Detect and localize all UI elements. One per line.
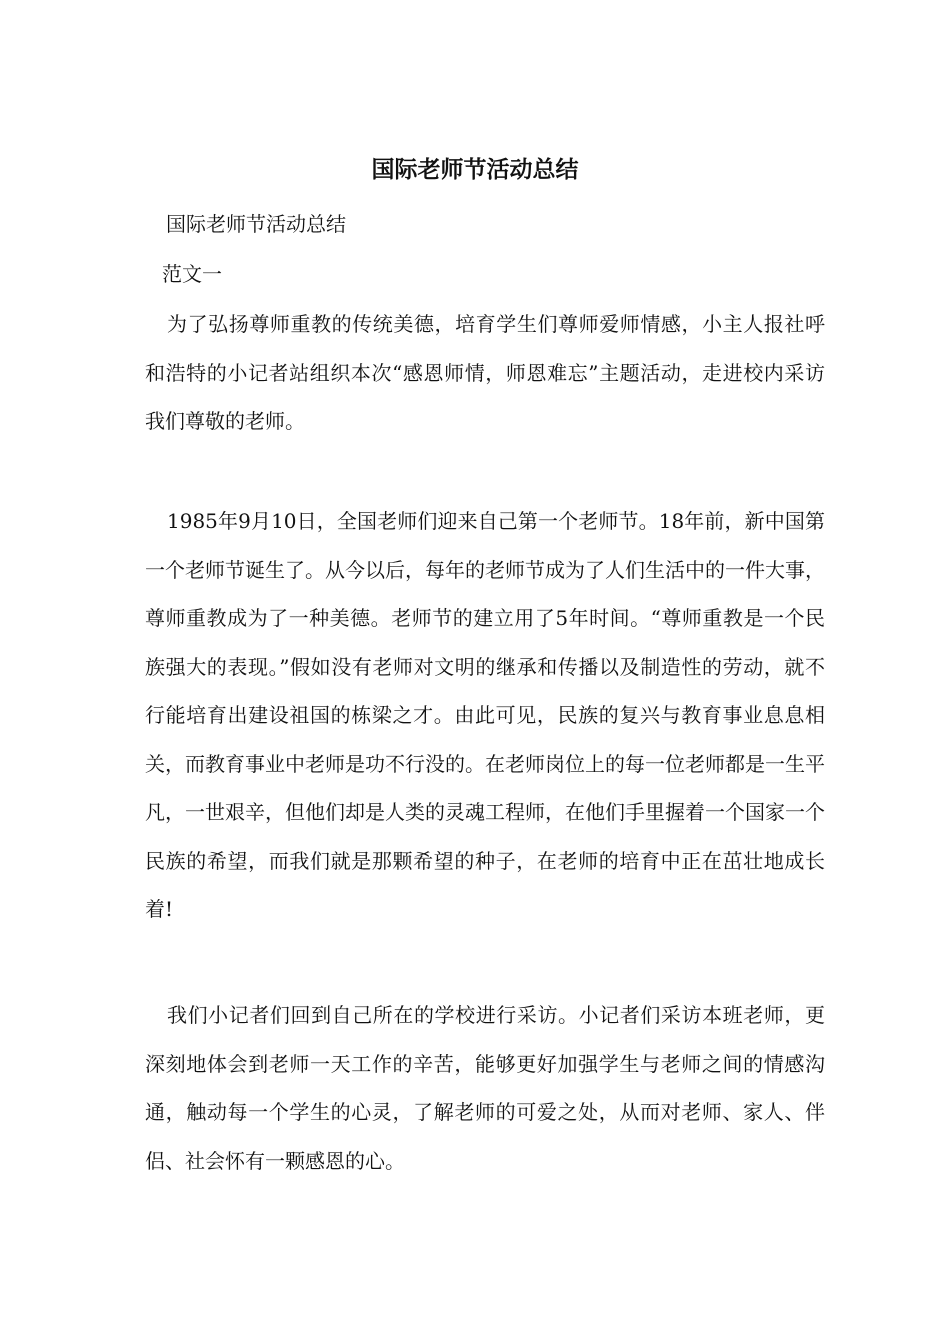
- paragraph-3: 我们小记者们回到自己所在的学校进行采访。小记者们采访本班老师，更深刻地体会到老师一天工作的辛苦，能够更好加强学生与老师之间的情感沟通，触动每一个学生的心灵，了解老师的可爱之处，从而对老师、家人、伴侣、社会怀有一颗感恩的心。: [145, 1003, 825, 1173]
- section-label: 范文一: [162, 262, 222, 286]
- document-title: 国际老师节活动总结: [371, 156, 579, 183]
- paragraph-1: 为了弘扬尊师重教的传统美德，培育学生们尊师爱师情感，小主人报社呼和浩特的小记者站组织本次“感恩师情，师恩难忘”主题活动，走进校内采访我们尊敬的老师。: [145, 312, 825, 433]
- paragraph-2: 1985年9月10日，全国老师们迎来自己第一个老师节。18年前，新中国第一个老师节诞生了。从今以后，每年的老师节成为了人们生活中的一件大事，尊师重教成为了一种美德。老师节的建立用了5年时间。“尊师重教是一个民族强大的表现。”假如没有老师对文明的继承和传播以及制造性的劳动，就不行能培育出建设祖国的栋梁之才。由此可见，民族的复兴与教育事业息息相关，而教育事业中老师是功不行没的。在老师岗位上的每一位老师都是一生平凡，一世艰辛，但他们却是人类的灵魂工程师，在他们手里握着一个国家一个民族的希望，而我们就是那颗希望的种子，在老师的培育中正在茁壮地成长着!: [145, 509, 825, 921]
- document-subtitle: 国际老师节活动总结: [166, 212, 346, 236]
